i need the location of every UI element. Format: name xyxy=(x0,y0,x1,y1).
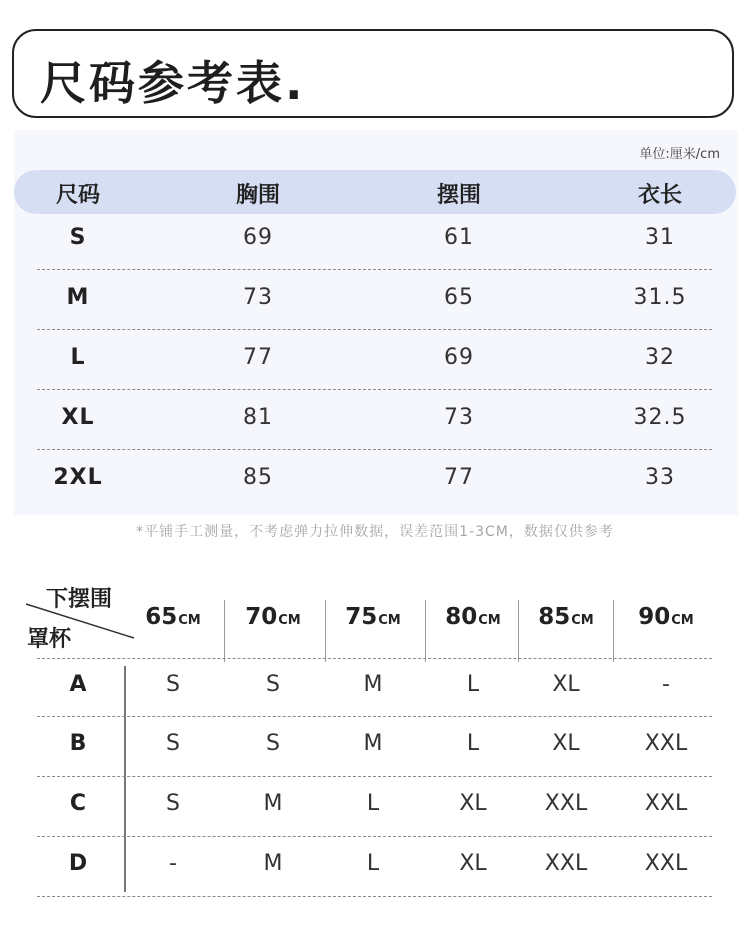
table-row xyxy=(0,791,750,851)
size-table-header xyxy=(14,170,736,214)
measurement-value: 69 xyxy=(243,225,273,250)
hem-column-header xyxy=(345,604,401,630)
recommended-size: - xyxy=(662,672,670,697)
hem-value: 80 xyxy=(445,604,478,630)
row-divider xyxy=(37,389,712,390)
size-label: L xyxy=(70,345,86,370)
measurement-value: 77 xyxy=(243,345,273,370)
table-row xyxy=(0,672,750,732)
measurement-note: *平铺手工测量，不考虑弹力拉伸数据，误差范围1-3CM，数据仅供参考 xyxy=(136,524,614,540)
measurement-value: 32 xyxy=(645,345,675,370)
recommended-size: S xyxy=(166,672,180,697)
header-size: 尺码 xyxy=(55,183,101,208)
recommended-size: L xyxy=(466,672,480,697)
size-label: S xyxy=(69,225,87,250)
hem-value: 70 xyxy=(245,604,278,630)
row-divider xyxy=(37,658,712,659)
recommended-size: XL xyxy=(552,731,580,756)
recommended-size: M xyxy=(363,672,383,697)
corner-cup-label: 罩杯 xyxy=(27,627,72,652)
row-divider xyxy=(37,329,712,330)
hem-unit: CM xyxy=(178,613,201,628)
recommended-size: M xyxy=(263,851,283,876)
cup-label: D xyxy=(68,851,88,876)
table-row xyxy=(0,345,750,405)
hem-unit: CM xyxy=(278,613,301,628)
page-title: 尺码参考表. xyxy=(40,56,306,110)
recommended-size: - xyxy=(169,851,177,876)
column-separator xyxy=(425,600,426,662)
hem-column-header xyxy=(445,604,501,630)
measurement-value: 73 xyxy=(444,405,474,430)
table-row xyxy=(0,465,750,525)
recommended-size: M xyxy=(363,731,383,756)
measurement-value: 32.5 xyxy=(633,405,687,430)
measurement-value: 61 xyxy=(444,225,474,250)
table-row xyxy=(0,285,750,345)
hem-unit: CM xyxy=(571,613,594,628)
size-label: XL xyxy=(61,405,95,430)
measurement-value: 85 xyxy=(243,465,273,490)
column-separator xyxy=(325,600,326,662)
cup-label: B xyxy=(69,731,87,756)
unit-label: 单位:厘米/cm xyxy=(639,147,720,162)
table-row xyxy=(0,225,750,285)
recommended-size: M xyxy=(263,791,283,816)
recommended-size: XL xyxy=(459,791,487,816)
header-length: 衣长 xyxy=(637,183,683,208)
cup-size-table xyxy=(0,580,750,900)
row-divider xyxy=(37,449,712,450)
size-label: M xyxy=(66,285,90,310)
hem-unit: CM xyxy=(671,613,694,628)
recommended-size: XXL xyxy=(644,791,688,816)
hem-column-header xyxy=(145,604,201,630)
header-bust: 胸围 xyxy=(235,183,281,208)
column-separator xyxy=(613,600,614,662)
hem-unit: CM xyxy=(378,613,401,628)
hem-value: 75 xyxy=(345,604,378,630)
recommended-size: L xyxy=(466,731,480,756)
measurement-value: 65 xyxy=(444,285,474,310)
row-divider xyxy=(37,269,712,270)
measurement-value: 33 xyxy=(645,465,675,490)
recommended-size: S xyxy=(266,672,280,697)
recommended-size: S xyxy=(166,731,180,756)
table-row xyxy=(0,851,750,911)
recommended-size: L xyxy=(366,791,380,816)
header-hem: 摆围 xyxy=(436,183,482,208)
cup-label: A xyxy=(69,672,87,697)
title-box xyxy=(12,29,734,118)
hem-column-header xyxy=(245,604,301,630)
measurement-value: 77 xyxy=(444,465,474,490)
corner-hem-label: 下摆围 xyxy=(46,587,113,612)
hem-value: 90 xyxy=(638,604,671,630)
recommended-size: XXL xyxy=(644,731,688,756)
cup-label: C xyxy=(69,791,87,816)
recommended-size: S xyxy=(266,731,280,756)
measurement-value: 69 xyxy=(444,345,474,370)
hem-value: 85 xyxy=(538,604,571,630)
recommended-size: XL xyxy=(459,851,487,876)
measurement-value: 73 xyxy=(243,285,273,310)
recommended-size: XXL xyxy=(544,851,588,876)
recommended-size: XXL xyxy=(544,791,588,816)
size-label: 2XL xyxy=(53,465,103,490)
column-separator xyxy=(518,600,519,662)
measurement-value: 31 xyxy=(645,225,675,250)
table-row xyxy=(0,731,750,791)
recommended-size: XXL xyxy=(644,851,688,876)
table-row xyxy=(0,405,750,465)
column-separator xyxy=(224,600,225,662)
recommended-size: XL xyxy=(552,672,580,697)
measurement-value: 81 xyxy=(243,405,273,430)
recommended-size: S xyxy=(166,791,180,816)
hem-unit: CM xyxy=(478,613,501,628)
recommended-size: L xyxy=(366,851,380,876)
hem-column-header xyxy=(538,604,594,630)
measurement-value: 31.5 xyxy=(633,285,687,310)
hem-value: 65 xyxy=(145,604,178,630)
hem-column-header xyxy=(638,604,694,630)
